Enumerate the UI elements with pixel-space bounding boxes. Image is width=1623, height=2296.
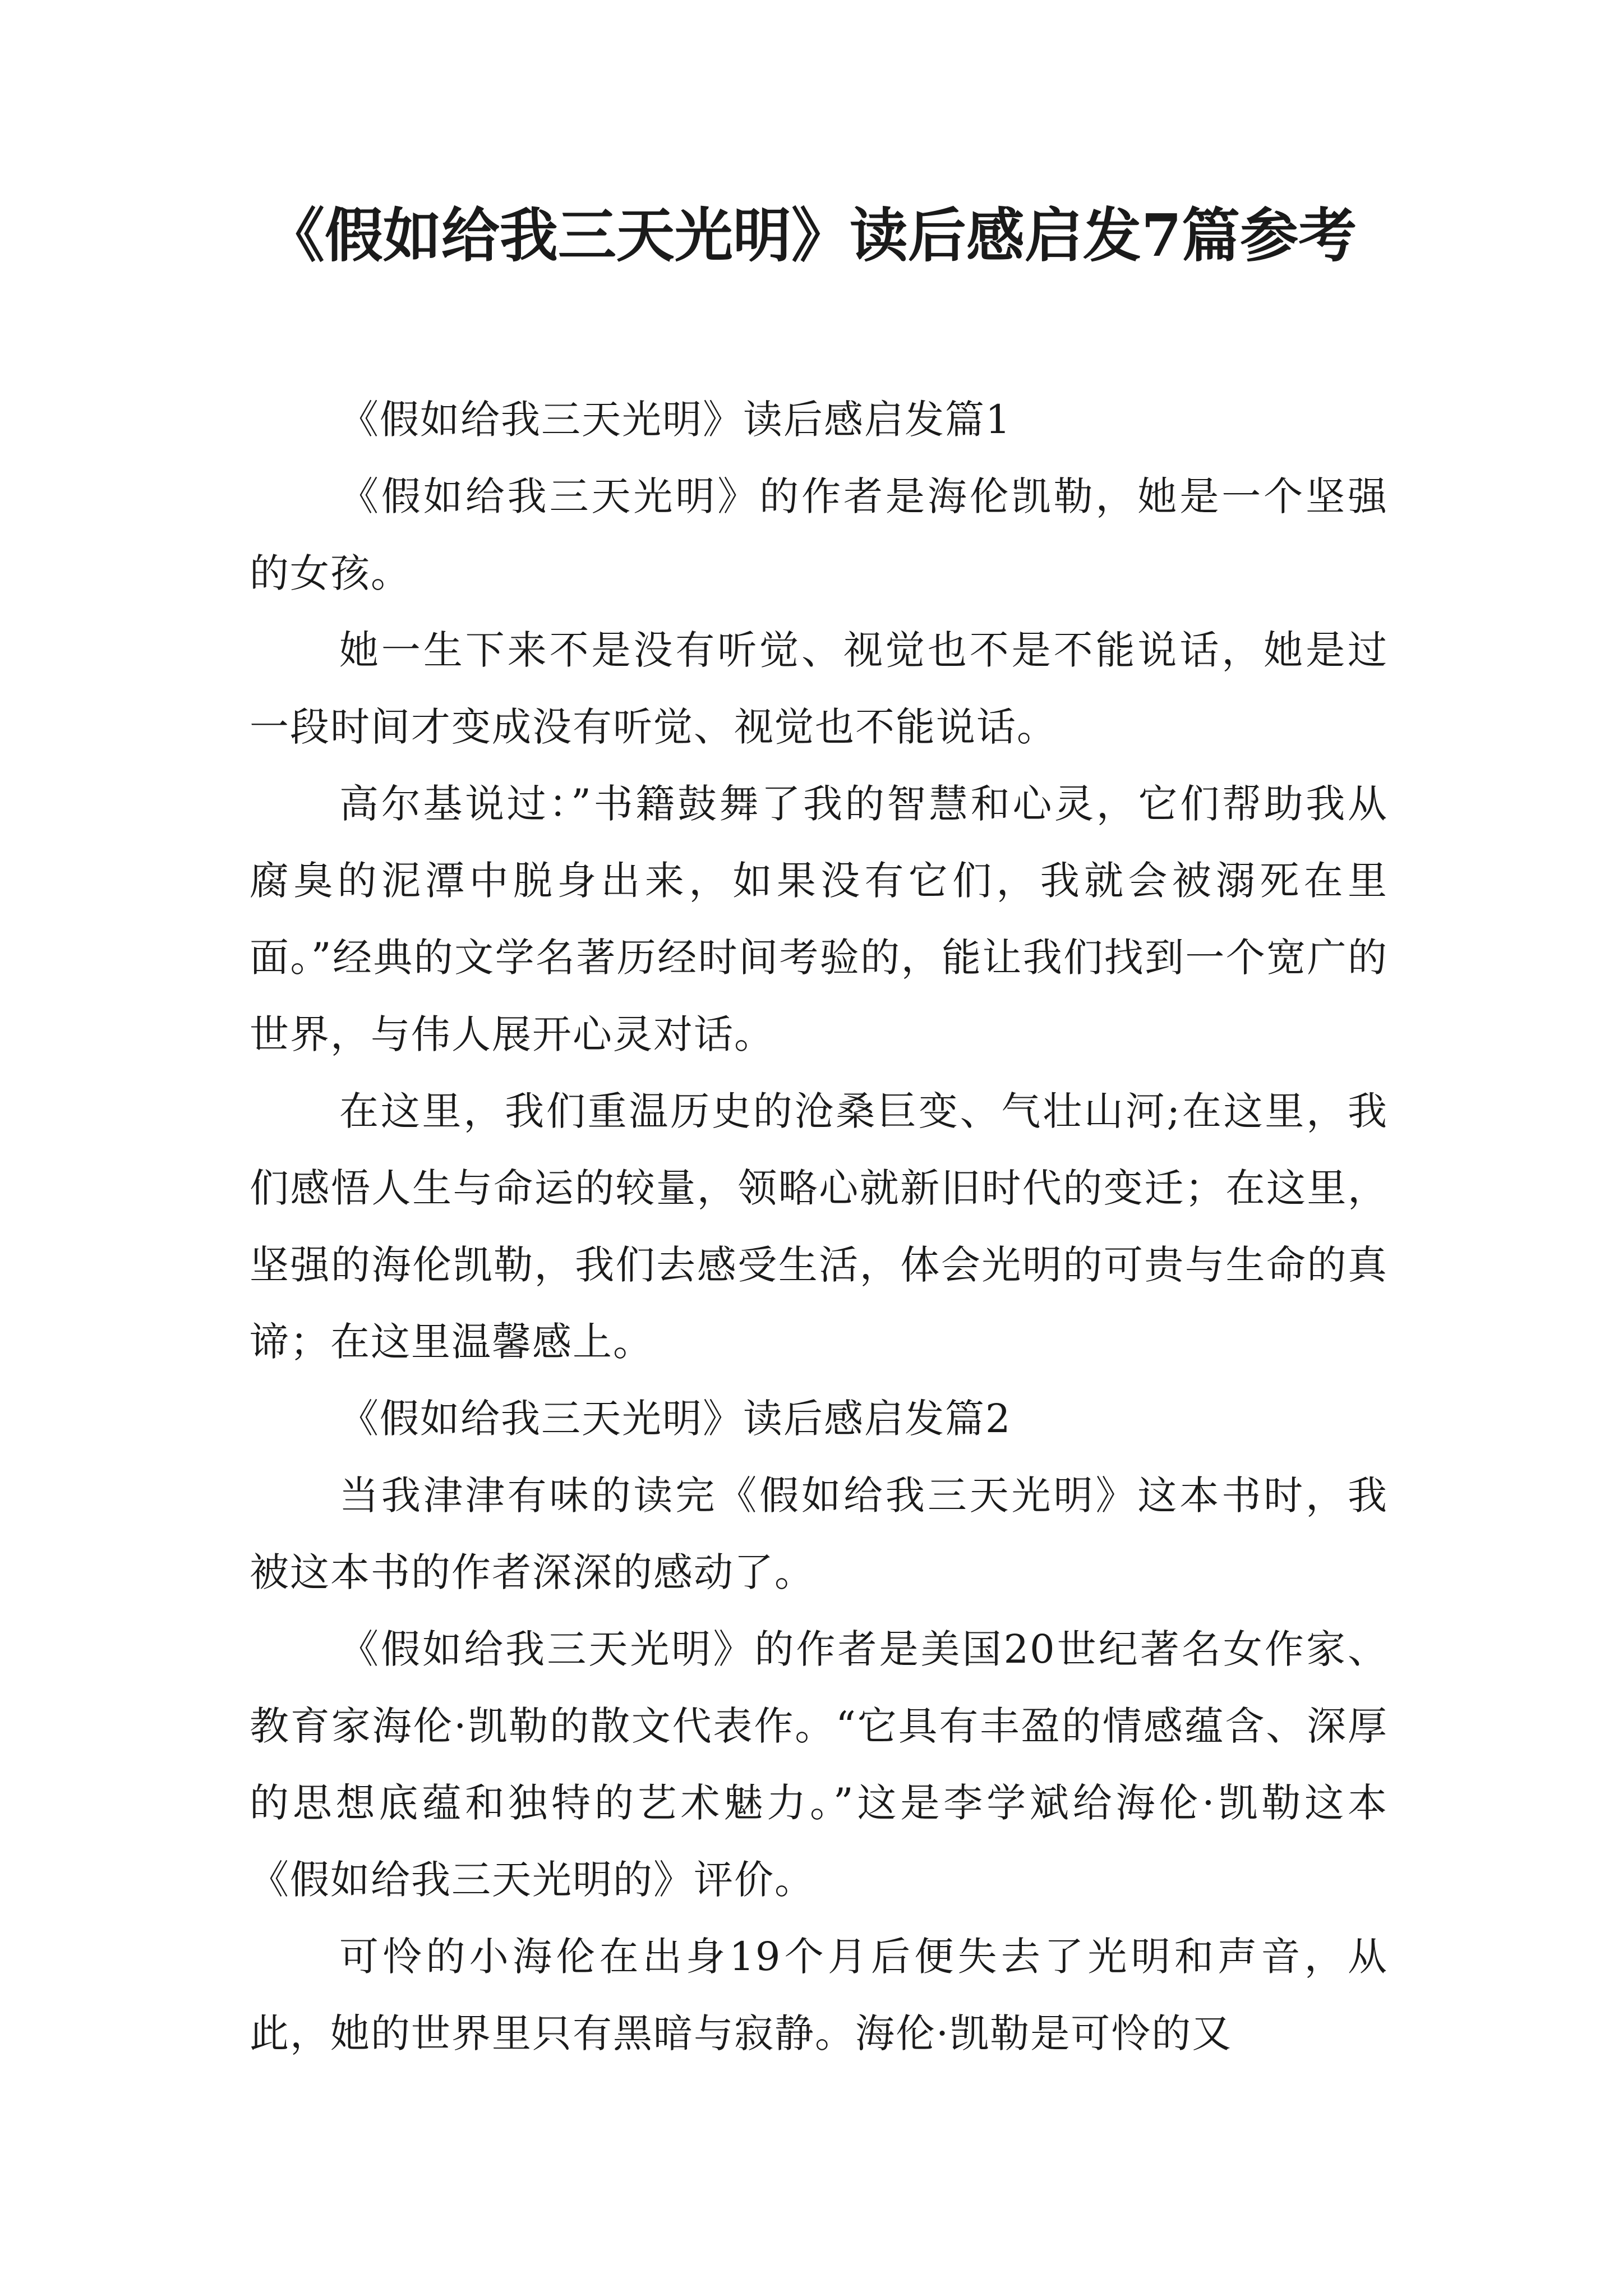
section-heading: 《假如给我三天光明》读后感启发篇2 <box>339 1396 1012 1442</box>
document-title: 《假如给我三天光明》读后感启发7篇参考 <box>266 201 1357 270</box>
paragraph: 当我津津有味的读完《假如给我三天光明》这本书时，我被这本书的作者深深的感动了。 <box>250 1473 1388 1595</box>
paragraph: 《假如给我三天光明》的作者是海伦凯勒，她是一个坚强的女孩。 <box>250 473 1388 596</box>
document-body <box>250 381 1388 2072</box>
paragraph: 《假如给我三天光明》的作者是美国20世纪著名女作家、教育家海伦·凯勒的散文代表作。“它具有丰盈的情感蕴含、深厚的思想底蕴和独特的艺术魅力。”这是李学斌给海伦·凯勒这本《假如给我三天光明的》评价。 <box>250 1626 1388 1903</box>
paragraph: 在这里，我们重温历史的沧桑巨变、气壮山河;在这里，我们感悟人生与命运的较量，领略心就新旧时代的变迁；在这里，坚强的海伦凯勒，我们去感受生活，体会光明的可贵与生命的真谛；在这里温馨感上。 <box>250 1088 1388 1365</box>
paragraph: 可怜的小海伦在出身19个月后便失去了光明和声音，从此，她的世界里只有黑暗与寂静。海伦·凯勒是可怜的又 <box>250 1934 1388 2056</box>
paragraph: 她一生下来不是没有听觉、视觉也不是不能说话，她是过一段时间才变成没有听觉、视觉也不能说话。 <box>250 627 1388 750</box>
paragraph: 高尔基说过：”书籍鼓舞了我的智慧和心灵，它们帮助我从腐臭的泥潭中脱身出来，如果没有它们，我就会被溺死在里面。”经典的文学名著历经时间考验的，能让我们找到一个宽广的世界，与伟人展开心灵对话。 <box>250 781 1388 1057</box>
section-heading: 《假如给我三天光明》读后感启发篇1 <box>339 397 1012 443</box>
